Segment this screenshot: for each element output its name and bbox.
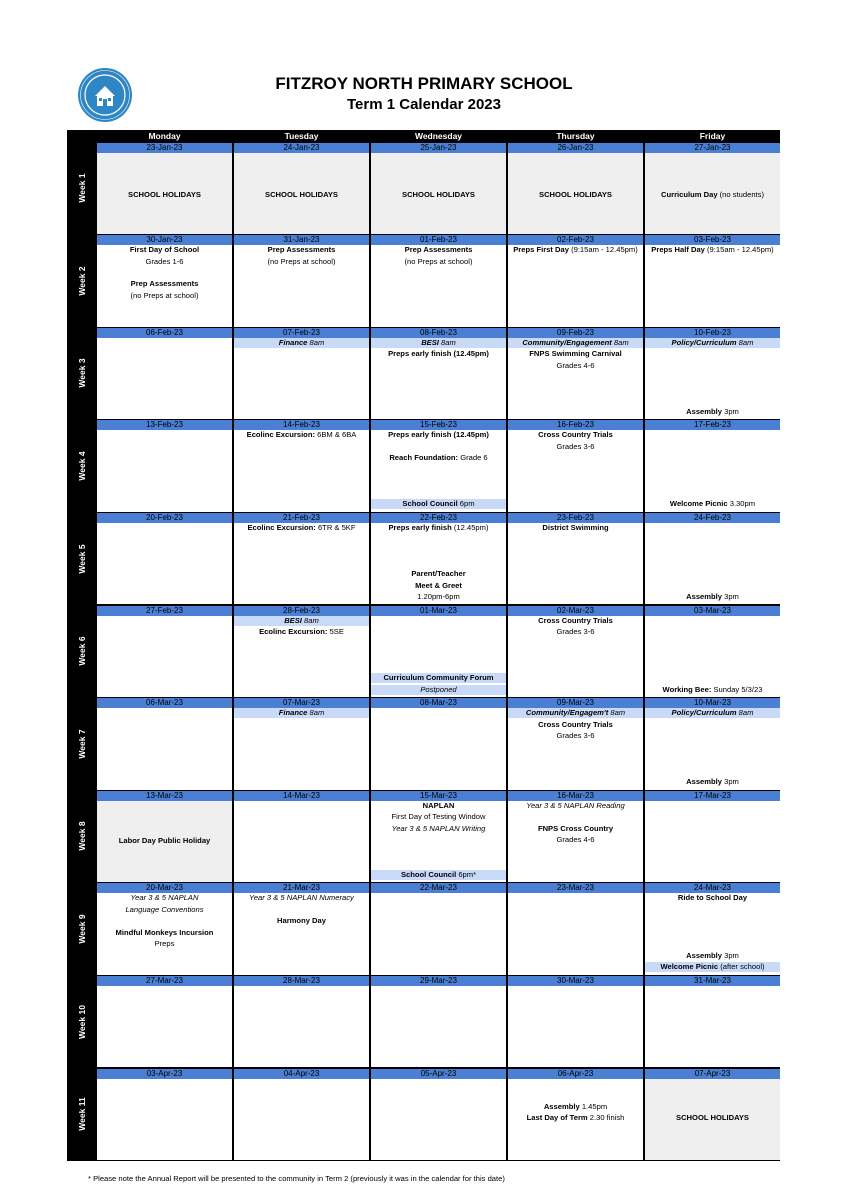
day-cell xyxy=(508,606,643,697)
event-text: Grades 3-6 xyxy=(556,627,595,637)
event-line xyxy=(645,338,780,348)
event-text: Ecolinc Excursion: xyxy=(247,523,316,532)
day-cell xyxy=(234,420,369,511)
event-text: (no Preps at school) xyxy=(267,256,336,266)
event-line xyxy=(97,291,232,301)
event-text: 2.30 finish xyxy=(587,1113,625,1123)
date-label: 07-Apr-23 xyxy=(645,1069,780,1079)
event-text: Grades 4-6 xyxy=(556,360,595,370)
day-cell xyxy=(508,513,643,604)
day-cell xyxy=(508,976,643,1067)
day-cell xyxy=(645,235,780,326)
event-text: 3pm xyxy=(722,592,739,601)
event-line xyxy=(508,824,643,834)
event-line xyxy=(371,592,506,602)
week-label: Week 1 xyxy=(76,173,87,203)
event-line xyxy=(97,279,232,289)
event-text: School Council xyxy=(400,869,457,879)
date-label: 23-Feb-23 xyxy=(508,513,643,523)
day-header-friday: Friday xyxy=(699,131,726,141)
day-cell xyxy=(97,328,232,419)
day-cell xyxy=(371,328,506,419)
day-cell xyxy=(371,976,506,1067)
footnote: * Please note the Annual Report will be presented to the community in Term 2 (previously it was in the calendar for this date) xyxy=(88,1174,505,1183)
event-text: Ride to School Day xyxy=(677,893,748,903)
event-text: Policy/Curriculum xyxy=(671,337,737,347)
event-text: FNPS Swimming Carnival xyxy=(529,349,622,359)
event-line xyxy=(508,442,643,452)
event-text: 3pm xyxy=(722,777,739,787)
day-cell xyxy=(234,513,369,604)
day-cell xyxy=(508,143,643,234)
event-text: BESI xyxy=(284,615,302,625)
date-label: 14-Mar-23 xyxy=(234,791,369,801)
event-text: 1.45pm xyxy=(579,1101,608,1111)
day-cell xyxy=(645,420,780,511)
date-label: 14-Feb-23 xyxy=(234,420,369,430)
date-label: 22-Feb-23 xyxy=(371,513,506,523)
event-text: Meet & Greet xyxy=(415,580,462,590)
day-cell xyxy=(97,143,232,234)
day-cell xyxy=(97,235,232,326)
date-label: 31-Jan-23 xyxy=(234,235,369,245)
day-cell xyxy=(371,698,506,789)
event-text: Grades 3-6 xyxy=(556,441,595,451)
event-text: Prep Assessments xyxy=(404,245,473,255)
week-label: Week 8 xyxy=(76,821,87,852)
event-text: Year 3 & 5 NAPLAN Reading xyxy=(526,800,625,810)
event-text: Assembly xyxy=(543,1101,580,1111)
date-label: 16-Feb-23 xyxy=(508,420,643,430)
date-label: 29-Mar-23 xyxy=(371,976,506,986)
event-text: Cross Country Trials xyxy=(538,719,613,729)
event-line xyxy=(234,190,369,200)
event-text: Assembly xyxy=(686,406,722,416)
week-label: Week 5 xyxy=(76,544,87,574)
date-label: 16-Mar-23 xyxy=(508,791,643,801)
event-text: Last Day of Term xyxy=(526,1113,588,1123)
date-label: 03-Feb-23 xyxy=(645,235,780,245)
event-text: Policy/Curriculum xyxy=(671,708,737,718)
day-cell xyxy=(645,698,780,789)
event-line xyxy=(645,962,780,972)
week-label: Week 11 xyxy=(76,1097,87,1131)
event-line xyxy=(234,257,369,267)
event-text: (9:15am - 12.45pm) xyxy=(568,245,638,255)
event-line xyxy=(234,708,369,718)
event-line xyxy=(645,407,780,417)
date-label: 03-Mar-23 xyxy=(645,606,780,616)
event-text: 6BM & 6BA xyxy=(315,430,357,440)
date-label: 06-Apr-23 xyxy=(508,1069,643,1079)
event-text: Curriculum Community Forum xyxy=(383,673,494,683)
date-label: 20-Mar-23 xyxy=(97,883,232,893)
date-label: 05-Apr-23 xyxy=(371,1069,506,1079)
date-label: 03-Apr-23 xyxy=(97,1069,232,1079)
day-cell xyxy=(234,328,369,419)
week-label: Week 3 xyxy=(76,358,87,389)
event-line xyxy=(645,685,780,695)
day-cell xyxy=(371,1069,506,1160)
day-cell xyxy=(234,235,369,326)
event-text: Preps First Day xyxy=(513,245,569,255)
event-line xyxy=(508,523,643,533)
event-text: 3pm xyxy=(722,950,739,960)
date-label: 02-Mar-23 xyxy=(508,606,643,616)
day-cell xyxy=(508,328,643,419)
day-cell xyxy=(508,698,643,789)
event-text: 6pm* xyxy=(456,869,477,879)
day-cell xyxy=(234,698,369,789)
date-label: 31-Mar-23 xyxy=(645,976,780,986)
event-text: Prep Assessments xyxy=(267,245,336,255)
event-line xyxy=(97,245,232,255)
event-text: SCHOOL HOLIDAYS xyxy=(128,189,201,199)
event-line xyxy=(645,777,780,787)
day-header-monday: Monday xyxy=(148,131,181,141)
day-cell xyxy=(234,1069,369,1160)
event-line xyxy=(508,349,643,359)
day-cell xyxy=(97,420,232,511)
event-line xyxy=(234,616,369,626)
event-text: Community/Engagem't xyxy=(525,708,609,718)
day-cell xyxy=(645,1069,780,1160)
event-line xyxy=(97,905,232,915)
day-cell xyxy=(508,791,643,882)
event-text: Year 3 & 5 NAPLAN Writing xyxy=(391,823,486,833)
day-cell xyxy=(97,513,232,604)
event-line xyxy=(371,824,506,834)
event-text: Finance xyxy=(278,337,308,347)
date-label: 04-Apr-23 xyxy=(234,1069,369,1079)
event-text: Mindful Monkeys Incursion xyxy=(115,927,214,937)
event-line xyxy=(508,616,643,626)
date-label: 17-Feb-23 xyxy=(645,420,780,430)
event-line xyxy=(508,245,643,255)
week-label: Week 6 xyxy=(76,636,87,666)
day-cell xyxy=(645,976,780,1067)
day-cell xyxy=(234,976,369,1067)
event-line xyxy=(97,928,232,938)
date-label: 23-Jan-23 xyxy=(97,143,232,153)
date-label: 09-Mar-23 xyxy=(508,698,643,708)
event-text: 8am xyxy=(608,708,626,718)
day-cell xyxy=(645,143,780,234)
event-line xyxy=(97,190,232,200)
day-cell xyxy=(97,1069,232,1160)
event-line xyxy=(508,1113,643,1123)
day-cell xyxy=(234,791,369,882)
day-cell xyxy=(508,235,643,326)
event-text: 5SE xyxy=(327,627,344,637)
date-label: 24-Mar-23 xyxy=(645,883,780,893)
date-label: 26-Jan-23 xyxy=(508,143,643,153)
day-cell xyxy=(97,883,232,974)
date-label: 20-Feb-23 xyxy=(97,513,232,523)
event-text: 8am xyxy=(611,337,629,347)
event-text: BESI xyxy=(421,337,439,347)
day-cell xyxy=(645,328,780,419)
date-label: 08-Feb-23 xyxy=(371,328,506,338)
event-text: Preps Half Day xyxy=(651,245,705,255)
event-text: Prep Assessments xyxy=(130,279,199,289)
event-text: Reach Foundation: xyxy=(389,453,459,463)
date-label: 23-Mar-23 xyxy=(508,883,643,893)
event-text: Preps early finish (12.45pm) xyxy=(388,430,489,440)
day-header-tuesday: Tuesday xyxy=(284,131,319,141)
date-label: 02-Feb-23 xyxy=(508,235,643,245)
event-line xyxy=(371,349,506,359)
date-label: 06-Mar-23 xyxy=(97,698,232,708)
event-line xyxy=(371,685,506,695)
event-text: Curriculum Day xyxy=(661,189,718,199)
event-text: Labor Day Public Holiday xyxy=(118,835,211,845)
day-cell xyxy=(234,606,369,697)
event-text: Assembly xyxy=(686,777,722,787)
event-text: NAPLAN xyxy=(422,800,455,810)
event-text: 8am xyxy=(307,337,325,347)
week-label: Week 7 xyxy=(76,729,87,759)
event-text: First Day of School xyxy=(129,245,200,255)
event-line xyxy=(234,523,369,533)
date-label: 24-Feb-23 xyxy=(645,513,780,523)
event-line xyxy=(234,627,369,637)
event-text: 8am xyxy=(736,337,754,347)
date-label: 22-Mar-23 xyxy=(371,883,506,893)
calendar-grid xyxy=(67,130,780,1161)
week-label: Week 10 xyxy=(76,1004,87,1039)
event-text: School Council xyxy=(402,499,458,509)
event-text: Working Bee: xyxy=(662,684,712,694)
date-label: 01-Mar-23 xyxy=(371,606,506,616)
day-cell xyxy=(371,791,506,882)
date-label: 09-Feb-23 xyxy=(508,328,643,338)
event-text: District Swimming xyxy=(542,523,609,532)
event-text: Sunday 5/3/23 xyxy=(711,684,763,694)
day-cell xyxy=(508,420,643,511)
event-line xyxy=(645,708,780,718)
date-label: 27-Mar-23 xyxy=(97,976,232,986)
event-text: 8am xyxy=(301,615,319,625)
event-line xyxy=(234,893,369,903)
day-header-thursday: Thursday xyxy=(556,131,595,141)
event-line xyxy=(645,893,780,903)
event-line xyxy=(508,720,643,730)
day-cell xyxy=(371,420,506,511)
day-cell xyxy=(645,791,780,882)
day-cell xyxy=(371,143,506,234)
date-label: 15-Mar-23 xyxy=(371,791,506,801)
event-line xyxy=(234,430,369,440)
event-text: 8am xyxy=(438,337,456,347)
event-text: Grades 1-6 xyxy=(145,256,184,266)
event-text: 6TR & 5KF xyxy=(315,523,356,532)
event-text: 6pm xyxy=(457,499,475,509)
date-label: 06-Feb-23 xyxy=(97,328,232,338)
week-label: Week 9 xyxy=(76,914,87,944)
event-text: SCHOOL HOLIDAYS xyxy=(539,189,612,199)
date-label: 01-Feb-23 xyxy=(371,235,506,245)
date-label: 15-Feb-23 xyxy=(371,420,506,430)
event-text: SCHOOL HOLIDAYS xyxy=(265,189,338,199)
event-text: First Day of Testing Window xyxy=(391,812,486,822)
date-label: 13-Mar-23 xyxy=(97,791,232,801)
event-line xyxy=(371,569,506,579)
event-text: Welcome Picnic xyxy=(669,499,728,509)
event-text: FNPS Cross Country xyxy=(537,823,614,833)
event-line xyxy=(508,708,643,718)
event-line xyxy=(508,801,643,811)
day-cell xyxy=(371,606,506,697)
event-text: 8am xyxy=(307,708,325,718)
event-line xyxy=(645,190,780,200)
event-line xyxy=(508,190,643,200)
date-label: 08-Mar-23 xyxy=(371,698,506,708)
week-label: Week 4 xyxy=(76,451,87,481)
day-cell xyxy=(97,698,232,789)
day-cell xyxy=(234,143,369,234)
event-line xyxy=(97,939,232,949)
event-line xyxy=(371,430,506,440)
event-line xyxy=(645,1113,780,1123)
day-cell xyxy=(97,976,232,1067)
event-line xyxy=(371,581,506,591)
event-text: (no Preps at school) xyxy=(130,290,199,300)
day-cell xyxy=(371,235,506,326)
event-line xyxy=(371,870,506,880)
event-line xyxy=(645,592,780,602)
event-line xyxy=(645,499,780,509)
event-text: (no Preps at school) xyxy=(404,256,473,266)
event-line xyxy=(371,257,506,267)
school-name: FITZROY NORTH PRIMARY SCHOOL xyxy=(275,74,573,93)
event-text: 3pm xyxy=(722,406,739,416)
event-line xyxy=(508,731,643,741)
event-line xyxy=(371,812,506,822)
date-label: 17-Mar-23 xyxy=(645,791,780,801)
day-cell xyxy=(234,883,369,974)
event-text: Ecolinc Excursion: xyxy=(246,430,315,440)
event-text: Postponed xyxy=(420,684,457,694)
date-label: 30-Jan-23 xyxy=(97,235,232,245)
event-line xyxy=(371,190,506,200)
day-cell xyxy=(371,883,506,974)
event-text: 3.30pm xyxy=(727,499,756,509)
event-text: Welcome Picnic xyxy=(660,962,719,972)
event-text: SCHOOL HOLIDAYS xyxy=(402,189,475,199)
day-cell xyxy=(508,883,643,974)
event-text: Year 3 & 5 NAPLAN xyxy=(130,893,199,903)
day-cell xyxy=(97,791,232,882)
event-text: Ecolinc Excursion: xyxy=(259,627,328,637)
event-line xyxy=(97,257,232,267)
event-line xyxy=(234,338,369,348)
date-label: 25-Jan-23 xyxy=(371,143,506,153)
event-text: Preps early finish (12.45pm) xyxy=(388,349,489,359)
event-line xyxy=(508,430,643,440)
event-text: Preps early finish xyxy=(388,523,452,532)
event-text: (no students) xyxy=(717,189,764,199)
event-line xyxy=(371,523,506,533)
event-line xyxy=(234,916,369,926)
event-text: Finance xyxy=(278,708,308,718)
event-text: Year 3 & 5 NAPLAN Numeracy xyxy=(249,893,354,903)
event-line xyxy=(645,245,780,255)
event-line xyxy=(371,673,506,683)
day-cell xyxy=(371,513,506,604)
date-label: 07-Mar-23 xyxy=(234,698,369,708)
day-cell xyxy=(645,513,780,604)
event-text: (9:15am - 12.45pm) xyxy=(704,245,774,255)
event-text: Language Conventions xyxy=(125,904,204,914)
day-cell xyxy=(97,606,232,697)
event-text: Harmony Day xyxy=(277,916,326,926)
event-line xyxy=(508,338,643,348)
event-text: 1.20pm-6pm xyxy=(417,592,460,601)
event-line xyxy=(508,361,643,371)
date-label: 10-Feb-23 xyxy=(645,328,780,338)
calendar-title: Term 1 Calendar 2023 xyxy=(347,96,501,113)
event-line xyxy=(371,801,506,811)
day-cell xyxy=(645,883,780,974)
date-label: 21-Mar-23 xyxy=(234,883,369,893)
date-label: 13-Feb-23 xyxy=(97,420,232,430)
event-text: Cross Country Trials xyxy=(538,615,613,625)
event-text: Grade 6 xyxy=(458,453,488,463)
event-text: Assembly xyxy=(686,950,722,960)
event-line xyxy=(371,499,506,509)
day-header-wednesday: Wednesday xyxy=(414,131,463,141)
date-label: 28-Feb-23 xyxy=(234,606,369,616)
event-text: Preps xyxy=(154,939,175,949)
event-line xyxy=(234,245,369,255)
event-line xyxy=(371,453,506,463)
event-text: 8am xyxy=(736,708,754,718)
event-line xyxy=(508,1102,643,1112)
event-text: (after school) xyxy=(718,962,765,972)
date-label: 30-Mar-23 xyxy=(508,976,643,986)
event-text: Cross Country Trials xyxy=(538,430,613,440)
event-text: Parent/Teacher xyxy=(411,569,466,578)
event-line xyxy=(508,835,643,845)
date-label: 28-Mar-23 xyxy=(234,976,369,986)
event-line xyxy=(645,951,780,961)
event-text: Assembly xyxy=(686,592,722,601)
day-cell xyxy=(508,1069,643,1160)
event-line xyxy=(97,893,232,903)
day-cell xyxy=(645,606,780,697)
event-text: SCHOOL HOLIDAYS xyxy=(676,1113,749,1123)
event-text: Community/Engagement xyxy=(522,337,612,347)
date-label: 24-Jan-23 xyxy=(234,143,369,153)
date-label: 10-Mar-23 xyxy=(645,698,780,708)
week-label: Week 2 xyxy=(76,266,87,296)
event-text: (12.45pm) xyxy=(451,523,489,532)
event-line xyxy=(371,245,506,255)
event-line xyxy=(508,627,643,637)
event-text: Grades 3-6 xyxy=(556,731,595,741)
event-line xyxy=(371,338,506,348)
date-label: 21-Feb-23 xyxy=(234,513,369,523)
event-line xyxy=(97,836,232,846)
date-label: 27-Jan-23 xyxy=(645,143,780,153)
date-label: 07-Feb-23 xyxy=(234,328,369,338)
date-label: 27-Feb-23 xyxy=(97,606,232,616)
event-text: Grades 4-6 xyxy=(556,835,595,845)
